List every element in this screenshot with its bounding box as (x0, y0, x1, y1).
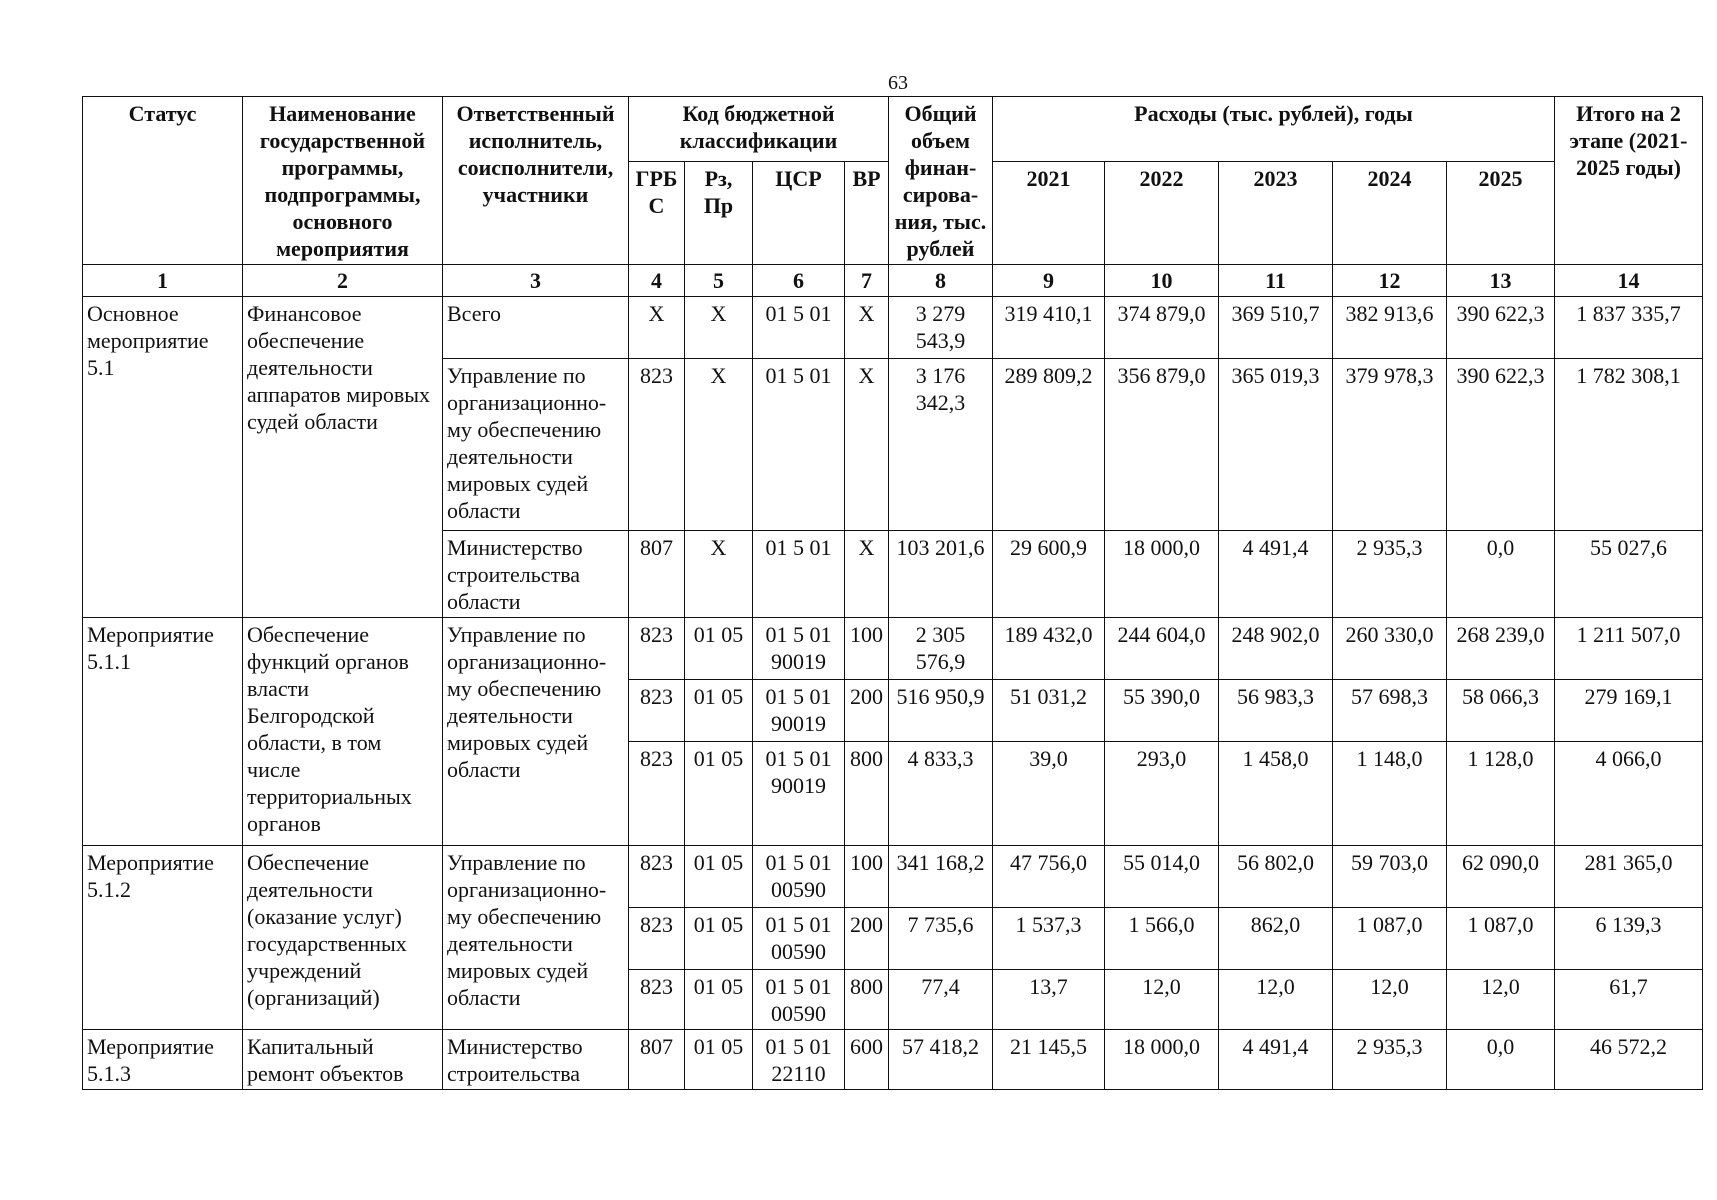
grbs-cell: 823 (629, 908, 685, 970)
year-value-cell: 374 879,0 (1105, 297, 1219, 359)
year-value-cell: 293,0 (1105, 742, 1219, 846)
header-name: Наименование государственной программы, подпрограммы, основного мероприятия (243, 97, 443, 265)
header-budget-code: Код бюджетной классификации (629, 97, 889, 162)
rzpr-cell: 01 05 (685, 846, 753, 908)
rzpr-cell: 01 05 (685, 970, 753, 1030)
grbs-cell: X (629, 297, 685, 359)
csr-cell: 01 5 01 00590 (753, 970, 845, 1030)
header-csr: ЦСР (753, 161, 845, 264)
name-cell: Обеспечение деятельности (оказание услуг) государственных учреждений (организаций) (243, 846, 443, 1030)
total-cell: 7 735,6 (889, 908, 993, 970)
name-cell: Финансовое обеспечение деятельности аппаратов мировых судей области (243, 297, 443, 618)
column-number: 10 (1105, 265, 1219, 297)
header-year: 2024 (1333, 161, 1447, 264)
grbs-cell: 823 (629, 742, 685, 846)
year-value-cell: 1 458,0 (1219, 742, 1333, 846)
year-value-cell: 1 537,3 (993, 908, 1105, 970)
year-value-cell: 260 330,0 (1333, 618, 1447, 680)
total-cell: 2 305 576,9 (889, 618, 993, 680)
header-year: 2022 (1105, 161, 1219, 264)
header-grbs: ГРБ С (629, 161, 685, 264)
year-value-cell: 12,0 (1105, 970, 1219, 1030)
executor-cell: Министерство строительства области (443, 531, 629, 618)
year-value-cell: 59 703,0 (1333, 846, 1447, 908)
column-number: 6 (753, 265, 845, 297)
year-value-cell: 55 014,0 (1105, 846, 1219, 908)
grbs-cell: 823 (629, 618, 685, 680)
year-value-cell: 319 410,1 (993, 297, 1105, 359)
grbs-cell: 823 (629, 970, 685, 1030)
status-cell: Мероприятие 5.1.1 (83, 618, 243, 846)
csr-cell: 01 5 01 (753, 531, 845, 618)
vr-cell: 800 (845, 970, 889, 1030)
name-cell: Обеспечение функций органов власти Белгородской области, в том числе территориальных органов (243, 618, 443, 846)
grbs-cell: 807 (629, 1030, 685, 1090)
csr-cell: 01 5 01 90019 (753, 680, 845, 742)
header-year: 2025 (1447, 161, 1555, 264)
year-value-cell: 379 978,3 (1333, 359, 1447, 531)
column-number: 7 (845, 265, 889, 297)
column-number: 13 (1447, 265, 1555, 297)
year-value-cell: 12,0 (1447, 970, 1555, 1030)
table-row (83, 297, 1703, 359)
year-value-cell: 0,0 (1447, 1030, 1555, 1090)
year-value-cell: 56 983,3 (1219, 680, 1333, 742)
itogo-cell: 281 365,0 (1555, 846, 1703, 908)
header-itogo: Итого на 2 этапе (2021-2025 годы) (1555, 97, 1703, 265)
column-number: 8 (889, 265, 993, 297)
year-value-cell: 369 510,7 (1219, 297, 1333, 359)
vr-cell: X (845, 531, 889, 618)
column-number: 2 (243, 265, 443, 297)
itogo-cell: 279 169,1 (1555, 680, 1703, 742)
year-value-cell: 268 239,0 (1447, 618, 1555, 680)
year-value-cell: 56 802,0 (1219, 846, 1333, 908)
itogo-cell: 46 572,2 (1555, 1030, 1703, 1090)
vr-cell: X (845, 359, 889, 531)
total-cell: 3 176 342,3 (889, 359, 993, 531)
total-cell: 4 833,3 (889, 742, 993, 846)
executor-cell: Управление по организационно-му обеспечению деятельности мировых судей области (443, 359, 629, 531)
column-number: 14 (1555, 265, 1703, 297)
column-number-row (83, 265, 1703, 297)
total-cell: 77,4 (889, 970, 993, 1030)
year-value-cell: 13,7 (993, 970, 1105, 1030)
year-value-cell: 2 935,3 (1333, 1030, 1447, 1090)
column-number: 1 (83, 265, 243, 297)
column-number: 3 (443, 265, 629, 297)
itogo-cell: 1 211 507,0 (1555, 618, 1703, 680)
itogo-cell: 6 139,3 (1555, 908, 1703, 970)
total-cell: 341 168,2 (889, 846, 993, 908)
header-year: 2023 (1219, 161, 1333, 264)
year-value-cell: 390 622,3 (1447, 359, 1555, 531)
year-value-cell: 39,0 (993, 742, 1105, 846)
header-rzpr: Рз, Пр (685, 161, 753, 264)
year-value-cell: 248 902,0 (1219, 618, 1333, 680)
header-total-volume: Общий объем финан-сирова-ния, тыс. рублей (889, 97, 993, 265)
executor-cell: Всего (443, 297, 629, 359)
rzpr-cell: X (685, 297, 753, 359)
year-value-cell: 51 031,2 (993, 680, 1105, 742)
grbs-cell: 823 (629, 680, 685, 742)
year-value-cell: 1 566,0 (1105, 908, 1219, 970)
year-value-cell: 4 491,4 (1219, 531, 1333, 618)
rzpr-cell: 01 05 (685, 908, 753, 970)
year-value-cell: 57 698,3 (1333, 680, 1447, 742)
year-value-cell: 4 491,4 (1219, 1030, 1333, 1090)
year-value-cell: 365 019,3 (1219, 359, 1333, 531)
year-value-cell: 862,0 (1219, 908, 1333, 970)
column-number: 4 (629, 265, 685, 297)
total-cell: 57 418,2 (889, 1030, 993, 1090)
header-vr: ВР (845, 161, 889, 264)
year-value-cell: 21 145,5 (993, 1030, 1105, 1090)
header-executor: Ответственный исполнитель, соисполнители, участники (443, 97, 629, 265)
year-value-cell: 62 090,0 (1447, 846, 1555, 908)
rzpr-cell: 01 05 (685, 680, 753, 742)
rzpr-cell: X (685, 359, 753, 531)
itogo-cell: 1 837 335,7 (1555, 297, 1703, 359)
year-value-cell: 1 087,0 (1333, 908, 1447, 970)
status-cell: Мероприятие 5.1.2 (83, 846, 243, 1030)
grbs-cell: 807 (629, 531, 685, 618)
vr-cell: 100 (845, 618, 889, 680)
column-number: 5 (685, 265, 753, 297)
rzpr-cell: 01 05 (685, 742, 753, 846)
vr-cell: 200 (845, 908, 889, 970)
vr-cell: 800 (845, 742, 889, 846)
year-value-cell: 18 000,0 (1105, 531, 1219, 618)
itogo-cell: 1 782 308,1 (1555, 359, 1703, 531)
rzpr-cell: 01 05 (685, 618, 753, 680)
column-number: 12 (1333, 265, 1447, 297)
year-value-cell: 12,0 (1219, 970, 1333, 1030)
year-value-cell: 55 390,0 (1105, 680, 1219, 742)
year-value-cell: 356 879,0 (1105, 359, 1219, 531)
year-value-cell: 12,0 (1333, 970, 1447, 1030)
csr-cell: 01 5 01 90019 (753, 742, 845, 846)
status-cell: Основное мероприятие 5.1 (83, 297, 243, 618)
executor-cell: Министерство строительства (443, 1030, 629, 1090)
year-value-cell: 390 622,3 (1447, 297, 1555, 359)
csr-cell: 01 5 01 90019 (753, 618, 845, 680)
vr-cell: 600 (845, 1030, 889, 1090)
column-number: 11 (1219, 265, 1333, 297)
year-value-cell: 1 148,0 (1333, 742, 1447, 846)
csr-cell: 01 5 01 (753, 359, 845, 531)
year-value-cell: 47 756,0 (993, 846, 1105, 908)
grbs-cell: 823 (629, 359, 685, 531)
vr-cell: X (845, 297, 889, 359)
header-expenses: Расходы (тыс. рублей), годы (993, 97, 1555, 162)
page-number: 63 (888, 72, 908, 94)
year-value-cell: 29 600,9 (993, 531, 1105, 618)
year-value-cell: 0,0 (1447, 531, 1555, 618)
executor-cell: Управление по организационно-му обеспечению деятельности мировых судей области (443, 846, 629, 1030)
total-cell: 3 279 543,9 (889, 297, 993, 359)
total-cell: 516 950,9 (889, 680, 993, 742)
itogo-cell: 4 066,0 (1555, 742, 1703, 846)
vr-cell: 200 (845, 680, 889, 742)
year-value-cell: 1 087,0 (1447, 908, 1555, 970)
rzpr-cell: 01 05 (685, 1030, 753, 1090)
column-number: 9 (993, 265, 1105, 297)
grbs-cell: 823 (629, 846, 685, 908)
table-row (83, 618, 1703, 680)
vr-cell: 100 (845, 846, 889, 908)
csr-cell: 01 5 01 00590 (753, 846, 845, 908)
itogo-cell: 61,7 (1555, 970, 1703, 1030)
year-value-cell: 2 935,3 (1333, 531, 1447, 618)
status-cell: Мероприятие 5.1.3 (83, 1030, 243, 1090)
year-value-cell: 58 066,3 (1447, 680, 1555, 742)
year-value-cell: 289 809,2 (993, 359, 1105, 531)
csr-cell: 01 5 01 00590 (753, 908, 845, 970)
name-cell: Капитальный ремонт объектов (243, 1030, 443, 1090)
csr-cell: 01 5 01 (753, 297, 845, 359)
header-year: 2021 (993, 161, 1105, 264)
table-row (83, 846, 1703, 908)
header-status: Статус (83, 97, 243, 265)
year-value-cell: 189 432,0 (993, 618, 1105, 680)
table-row (83, 1030, 1703, 1090)
itogo-cell: 55 027,6 (1555, 531, 1703, 618)
year-value-cell: 382 913,6 (1333, 297, 1447, 359)
total-cell: 103 201,6 (889, 531, 993, 618)
year-value-cell: 1 128,0 (1447, 742, 1555, 846)
header-row-1 (83, 97, 1703, 162)
year-value-cell: 18 000,0 (1105, 1030, 1219, 1090)
year-value-cell: 244 604,0 (1105, 618, 1219, 680)
executor-cell: Управление по организационно-му обеспечению деятельности мировых судей области (443, 618, 629, 846)
budget-table (82, 96, 1703, 1090)
csr-cell: 01 5 01 22110 (753, 1030, 845, 1090)
rzpr-cell: X (685, 531, 753, 618)
